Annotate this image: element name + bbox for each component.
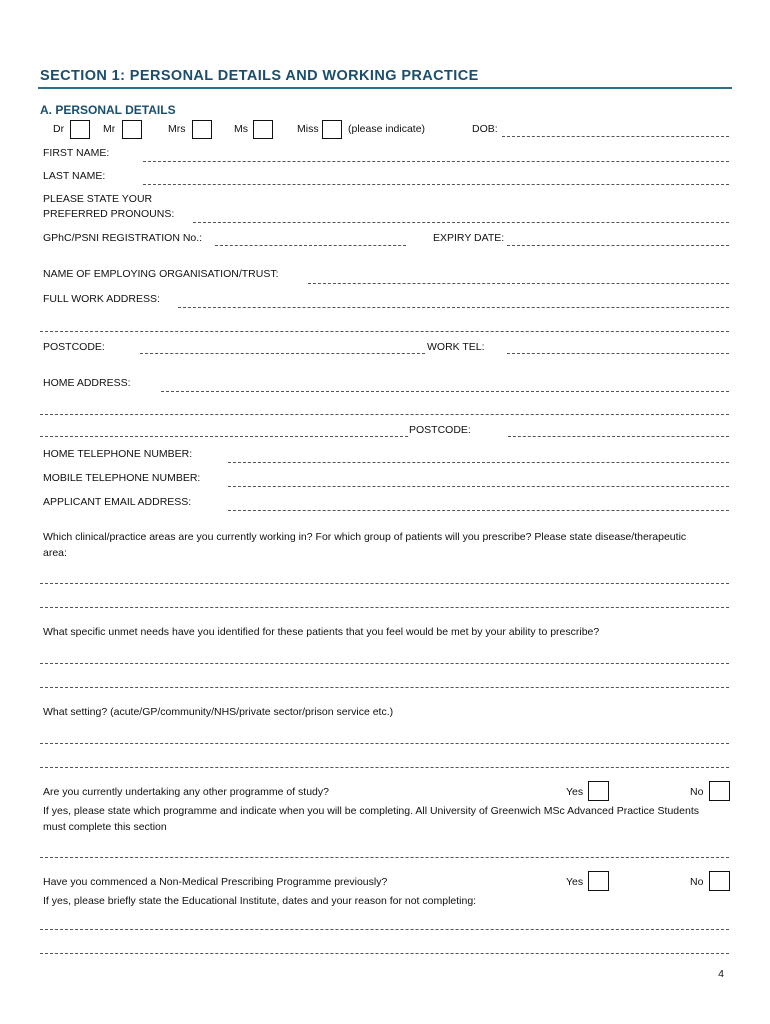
mobile-tel-label: MOBILE TELEPHONE NUMBER: [43,472,201,484]
setting-answer-2[interactable] [40,767,729,768]
home-address-field-3[interactable] [40,436,408,437]
employer-field[interactable] [308,283,729,284]
last-name-field[interactable] [143,184,729,185]
subsection-title: A. PERSONAL DETAILS [40,103,176,117]
work-address-field-2[interactable] [40,331,729,332]
unmet-needs-answer-2[interactable] [40,687,729,688]
expiry-field[interactable] [507,245,729,246]
setting-answer-1[interactable] [40,743,729,744]
title-miss-checkbox[interactable] [322,120,342,139]
title-ms-checkbox[interactable] [253,120,273,139]
practice-areas-answer-2[interactable] [40,607,729,608]
home-address-label: HOME ADDRESS: [43,377,131,389]
page-number: 4 [718,968,724,980]
pronouns-label-line2: PREFERRED PRONOUNS: [43,208,175,220]
title-mr-label: Mr [103,123,116,135]
other-study-no-label: No [690,786,704,798]
work-address-label: FULL WORK ADDRESS: [43,293,160,305]
question-unmet-needs: What specific unmet needs have you identified for these patients that you feel would be met by your ability to prescribe? [43,626,600,638]
home-tel-field[interactable] [228,462,729,463]
nmp-previously-answer-1[interactable] [40,929,729,930]
nmp-previously-no-label: No [690,876,704,888]
work-address-field-1[interactable] [178,307,729,308]
home-postcode-label: POSTCODE: [409,424,471,436]
other-study-answer[interactable] [40,857,729,858]
first-name-field[interactable] [143,161,729,162]
nmp-previously-answer-2[interactable] [40,953,729,954]
mobile-tel-field[interactable] [228,486,729,487]
nmp-previously-yes-label: Yes [566,876,584,888]
title-mr-checkbox[interactable] [122,120,142,139]
question-nmp-previously: Have you commenced a Non-Medical Prescribing Programme previously? [43,876,388,888]
title-dr-checkbox[interactable] [70,120,90,139]
work-postcode-field[interactable] [140,353,425,354]
home-postcode-field[interactable] [508,436,729,437]
pronouns-label-line1: PLEASE STATE YOUR [43,193,153,205]
work-postcode-label: POSTCODE: [43,341,105,353]
home-address-field-2[interactable] [40,414,729,415]
other-study-note: If yes, please state which programme and indicate when you will be completing. All University of Greenwich MSc Advanced Practice Students must complete this section [43,805,699,833]
expiry-label: EXPIRY DATE: [433,232,505,244]
registration-label: GPhC/PSNI REGISTRATION No.: [43,232,203,244]
home-tel-label: HOME TELEPHONE NUMBER: [43,448,193,460]
last-name-label: LAST NAME: [43,170,106,182]
title-mrs-label: Mrs [168,123,186,135]
section-title: SECTION 1: PERSONAL DETAILS AND WORKING PRACTICE [40,68,479,84]
dob-field[interactable] [502,136,729,137]
title-miss-label: Miss [297,123,319,135]
nmp-previously-yes-checkbox[interactable] [588,871,609,891]
question-other-study: Are you currently undertaking any other programme of study? [43,786,329,798]
email-field[interactable] [228,510,729,511]
dob-label: DOB: [472,123,498,135]
practice-areas-answer-1[interactable] [40,583,729,584]
title-dr-label: Dr [53,123,65,135]
title-mrs-checkbox[interactable] [192,120,212,139]
pronouns-field[interactable] [193,222,729,223]
other-study-no-checkbox[interactable] [709,781,730,801]
employer-label: NAME OF EMPLOYING ORGANISATION/TRUST: [43,268,279,280]
first-name-label: FIRST NAME: [43,147,110,159]
registration-field[interactable] [215,245,406,246]
home-address-field-1[interactable] [161,391,729,392]
email-label: APPLICANT EMAIL ADDRESS: [43,496,192,508]
work-tel-field[interactable] [507,353,729,354]
question-setting: What setting? (acute/GP/community/NHS/private sector/prison service etc.) [43,706,394,718]
nmp-previously-no-checkbox[interactable] [709,871,730,891]
title-ms-label: Ms [234,123,248,135]
unmet-needs-answer-1[interactable] [40,663,729,664]
question-practice-areas: Which clinical/practice areas are you currently working in? For which group of patients will you prescribe? Please state disease/therapeutic area: [43,531,687,559]
please-indicate-text: (please indicate) [348,123,426,135]
other-study-yes-checkbox[interactable] [588,781,609,801]
work-tel-label: WORK TEL: [427,341,485,353]
other-study-yes-label: Yes [566,786,584,798]
nmp-previously-note: If yes, please briefly state the Educational Institute, dates and your reason for not completing: [43,895,477,907]
section-divider [38,87,732,89]
